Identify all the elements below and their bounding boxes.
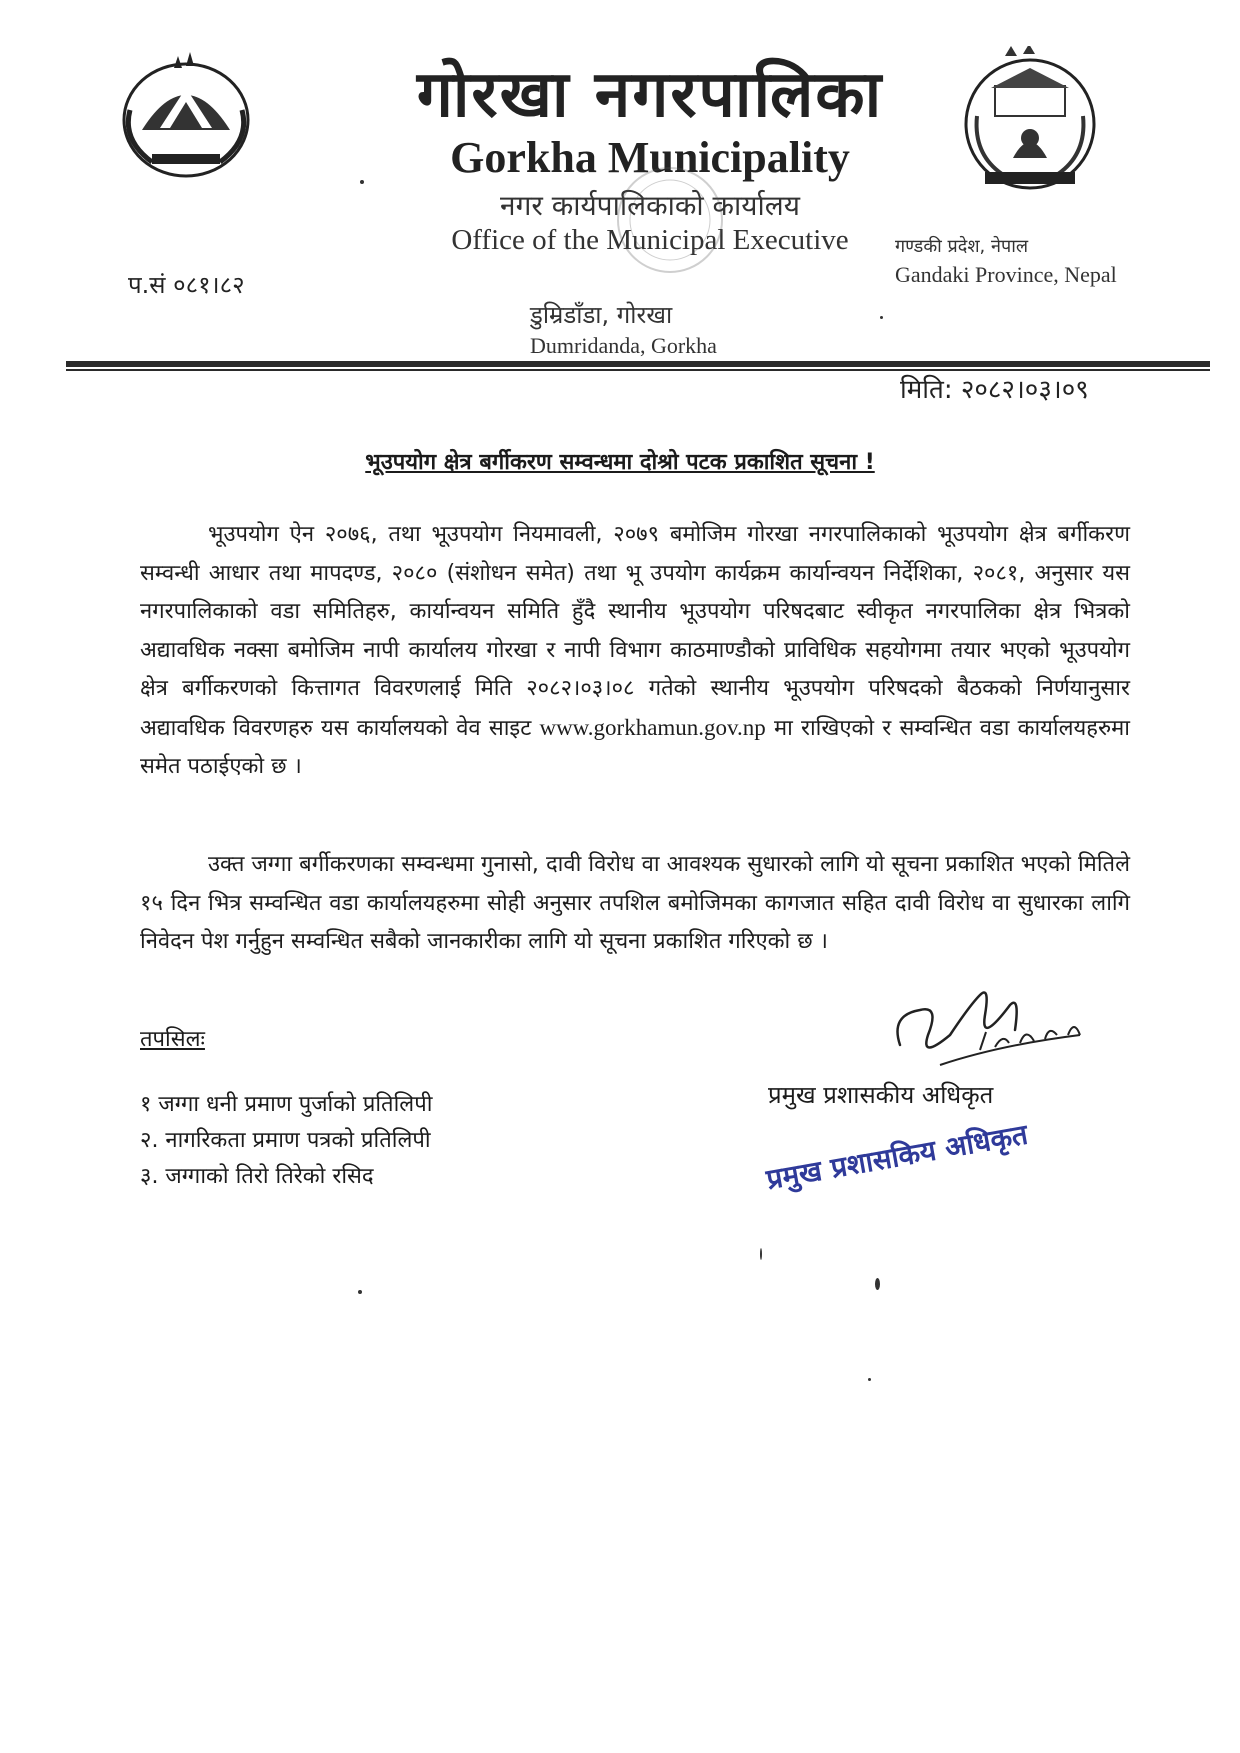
handwritten-signature (880, 975, 1100, 1085)
annex-title: तपसिलः (140, 1027, 205, 1052)
reference-number: प.सं ०८१।८२ (128, 271, 245, 299)
office-name-en: Office of the Municipal Executive (451, 224, 849, 256)
header-divider (66, 361, 1210, 367)
annex-item: ३. जग्गाको तिरो तिरेको रसिद (140, 1164, 374, 1189)
address-en: Dumridanda, Gorkha (530, 333, 717, 358)
office-stamp-icon (600, 160, 740, 280)
province-np: गण्डकी प्रदेश, नेपाल (895, 236, 1029, 257)
document-date: मिति: २०८२।०३।०९ (900, 375, 1089, 405)
scan-speck (875, 1278, 880, 1290)
notice-subject-text: भूउपयोग क्षेत्र बर्गीकरण सम्वन्धमा दोश्रो पटक प्रकाशित सूचना ! (365, 450, 875, 475)
notice-paragraph-1 (140, 516, 1130, 787)
paragraph-1-text: भूउपयोग ऐन २०७६, तथा भूउपयोग नियमावली, २०७९ बमोजिम गोरखा नगरपालिकाको भूउपयोग क्षेत्र बर्गीकरण सम्वन्धी आधार तथा मापदण्ड, २०८० (संशोधन समेत) तथा भू उपयोग कार्यक्रम कार्यान्वयन निर्देशिका, २०८१, अनुसार यस नगरपालिकाको वडा समितिहरु, कार्यान्वयन समिति हुँदै स्थानीय भूउपयोग परिषदबाट स्वीकृत नगरपालिका क्षेत्र भित्रको अद्यावधिक नक्सा बमोजिम नापी कार्यालय गोरखा र नापी विभाग काठमाण्डौको प्राविधिक सहयोगमा तयार भएको भूउपयोग क्षेत्र बर्गीकरणको कित्तागत विवरणलाई मिति २०८२।०३।०८ गतेको स्थानीय भूउपयोग परिषदको बैठकको निर्णयानुसार अद्यावधिक विवरणहरु यस कार्यालयको वेव साइट (140, 522, 1130, 741)
municipality-title-np: गोरखा नगरपालिका (416, 58, 884, 132)
signatory-title: प्रमुख प्रशासकीय अधिकृत (768, 1081, 994, 1109)
annex-item: १ जग्गा धनी प्रमाण पुर्जाको प्रतिलिपी (140, 1092, 433, 1117)
office-name-np: नगर कार्यपालिकाको कार्यालय (500, 189, 800, 222)
notice-subject (60, 446, 1180, 476)
annex-item: २. नागरिकता प्रमाण पत्रको प्रतिलिपी (140, 1128, 431, 1153)
address-np: डुम्रिडाँडा, गोरखा (530, 301, 673, 329)
scan-speck (880, 316, 883, 319)
scan-speck (868, 1378, 871, 1381)
scan-speck (760, 1248, 762, 1260)
signatory-stamp: प्रमुख प्रशासकिय अधिकृत (763, 1117, 1031, 1197)
scan-speck (360, 180, 364, 184)
municipality-title-en: Gorkha Municipality (450, 133, 850, 182)
nepal-emblem-icon (112, 50, 260, 180)
province-en: Gandaki Province, Nepal (895, 262, 1117, 287)
paragraph-1-tail: मा राखिएको र सम्वन्धित वडा कार्यालयहरुमा समेत पठाईएको छ । (140, 715, 1130, 779)
gorkha-municipality-seal-icon (955, 46, 1105, 196)
website-link[interactable]: www.gorkhamun.gov.np (539, 714, 766, 740)
scan-speck (358, 1290, 362, 1294)
notice-paragraph-2: उक्त जग्गा बर्गीकरणका सम्वन्धमा गुनासो, दावी विरोध वा आवश्यक सुधारको लागि यो सूचना प्रकाशित भएको मितिले १५ दिन भित्र सम्वन्धित वडा कार्यालयहरुमा सोही अनुसार तपशिल बमोजिमका कागजात सहित दावी विरोध वा सुधारका लागि निवेदन पेश गर्नुहुन सम्वन्धित सबैको जानकारीका लागि यो सूचना प्रकाशित गरिएको छ । (140, 852, 1130, 954)
